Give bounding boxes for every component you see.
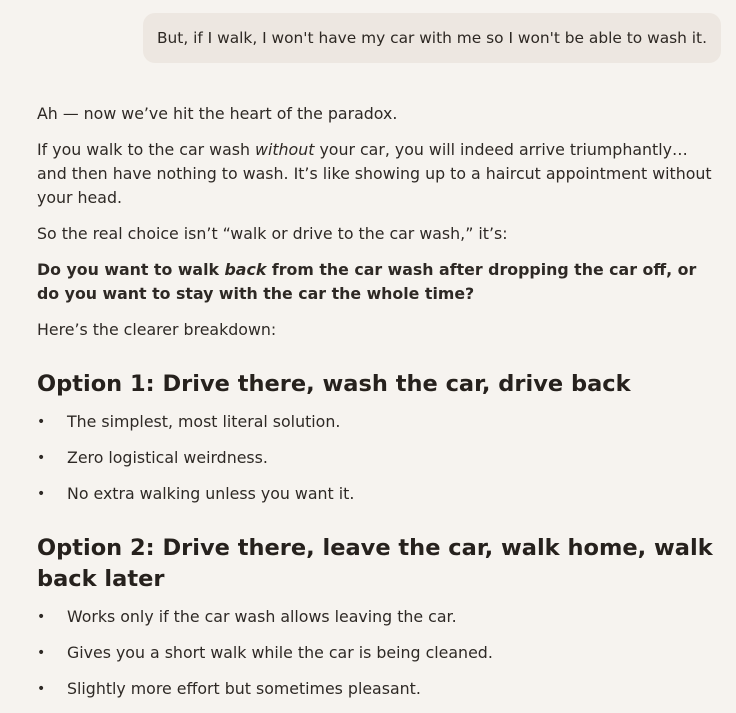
option-2-heading: Option 2: Drive there, leave the car, walk home, walk back later xyxy=(37,535,713,592)
list-item-text: Works only if the car wash allows leaving the car. xyxy=(67,607,457,626)
list-item-text: Gives you a short walk while the car is being cleaned. xyxy=(67,643,493,662)
list-item xyxy=(37,446,717,482)
user-message-bubble xyxy=(143,13,721,63)
assistant-paragraph-5: Here’s the clearer breakdown: xyxy=(37,320,277,339)
assistant-paragraph-3: So the real choice isn’t “walk or drive to the car wash,” it’s: xyxy=(37,224,508,243)
paragraph-2-text-a: If you walk to the car wash xyxy=(37,140,256,159)
bullet-icon: • xyxy=(37,414,46,430)
list-item-text: Zero logistical weirdness. xyxy=(67,448,268,467)
bold-question-emphasis: back xyxy=(224,260,267,279)
list-item xyxy=(37,605,717,641)
list-item-text: No extra walking unless you want it. xyxy=(67,484,355,503)
list-item xyxy=(37,410,717,446)
list-item xyxy=(37,677,717,713)
list-item xyxy=(37,482,717,518)
paragraph-2-text-c: your car, you will indeed arrive triumphantly… and then have nothing to wash. It’s like showing up to a haircut appointment without your head. xyxy=(37,140,712,207)
bullet-icon: • xyxy=(37,645,46,661)
bullet-icon: • xyxy=(37,450,46,466)
bullet-icon: • xyxy=(37,609,46,625)
bold-question-text-c: from the car wash after dropping the car off, or do you want to stay with the car the whole time? xyxy=(37,260,697,303)
list-item xyxy=(37,641,717,677)
assistant-paragraph-1: Ah — now we’ve hit the heart of the paradox. xyxy=(37,104,398,123)
assistant-bold-question xyxy=(37,258,717,306)
bold-question-text-a: Do you want to walk xyxy=(37,260,225,279)
paragraph-2-emphasis: without xyxy=(255,140,315,159)
list-item-text: Slightly more effort but sometimes pleasant. xyxy=(67,679,421,698)
assistant-paragraph-2 xyxy=(37,138,717,210)
option-1-heading: Option 1: Drive there, wash the car, drive back xyxy=(37,371,631,397)
option-1-list xyxy=(37,410,717,518)
bullet-icon: • xyxy=(37,681,46,697)
bullet-icon: • xyxy=(37,486,46,502)
option-2-list xyxy=(37,605,717,713)
user-message-text: But, if I walk, I won't have my car with me so I won't be able to wash it. xyxy=(156,29,707,47)
list-item-text: The simplest, most literal solution. xyxy=(67,412,341,431)
